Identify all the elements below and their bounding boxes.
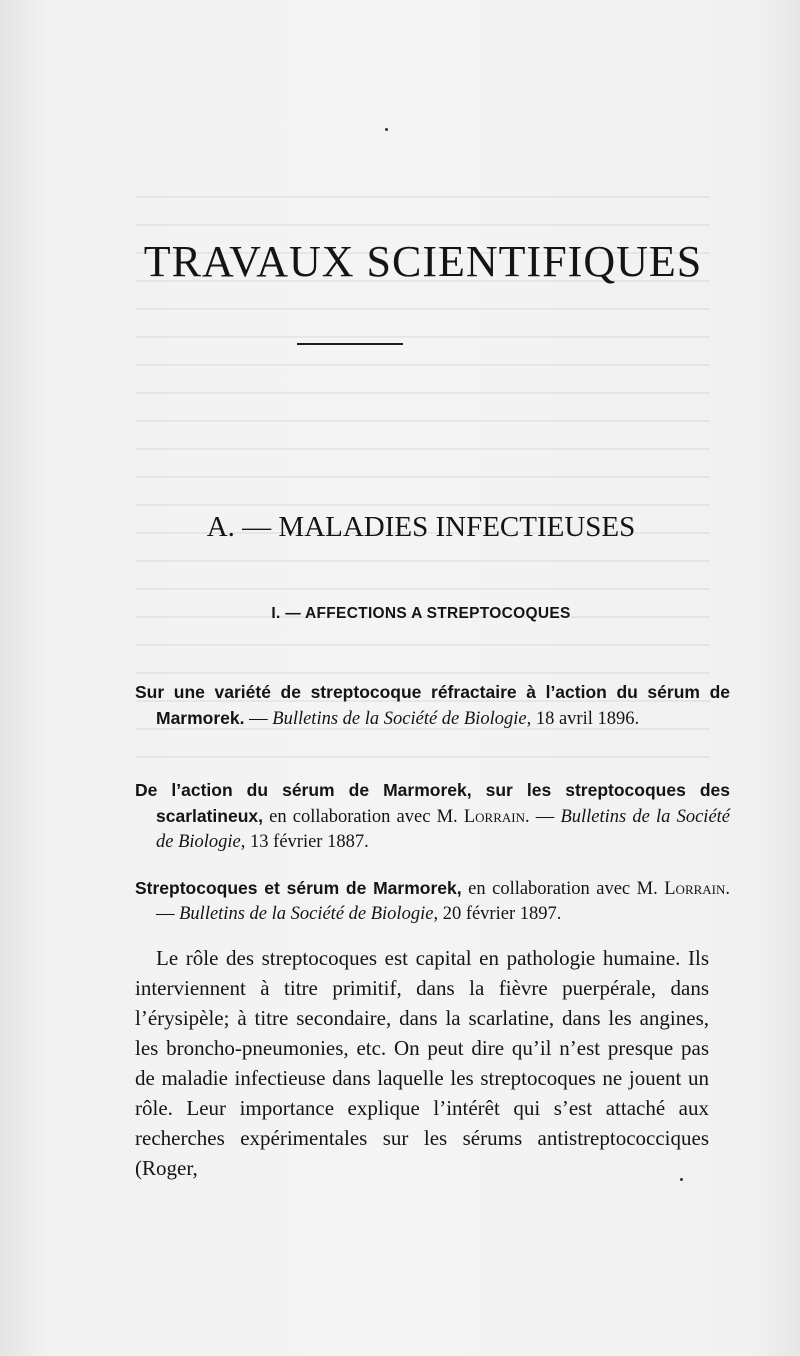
reference-date: , 13 février 1887. bbox=[240, 832, 369, 852]
reference-collaboration: en collaboration avec M. bbox=[263, 807, 464, 827]
reference-title: De l’action du sérum de Marmorek, sur les streptocoques des scarlatineux, bbox=[135, 780, 730, 826]
speck bbox=[385, 128, 388, 131]
reference-separator: . — bbox=[156, 879, 731, 924]
reference-collaboration: en collaboration avec M. bbox=[461, 879, 665, 899]
reference-collaborator: Lorrain bbox=[664, 879, 726, 899]
reference-separator: — bbox=[244, 709, 273, 729]
title-divider bbox=[297, 343, 403, 345]
reference-date: , 18 avril 1896. bbox=[526, 709, 640, 729]
body-paragraph: Le rôle des streptocoques est capital en pathologie humaine. Ils interviennent à titre primitif, dans la fièvre puerpérale, dans l’érysipèle; à titre secondaire, dans la scarlatine, dans les angines, les broncho-pneumonies, etc. On peut dire qu’il n’est presque pas de maladie infectieuse dans laquelle les streptocoques ne jouent un rôle. Leur importance explique l’intérêt qui s’est attaché aux recherches expérimentales sur les sérums antistreptococciques (Roger, bbox=[135, 946, 709, 1180]
reference-journal: Bulletins de la Société de Biologie bbox=[156, 807, 731, 852]
reference-title: Sur une variété de streptocoque réfractaire à l’action du sérum de Marmorek. bbox=[135, 682, 730, 728]
reference-journal: Bulletins de la Société de Biologie bbox=[179, 904, 434, 924]
page-title: TRAVAUX SCIENTIFIQUES bbox=[143, 237, 703, 286]
subsection-heading: I. — AFFECTIONS A STREPTOCOQUES bbox=[271, 605, 571, 622]
reference-journal: Bulletins de la Société de Biologie bbox=[272, 709, 527, 729]
reference-date: , 20 février 1897. bbox=[433, 904, 562, 924]
section-heading: A. — MALADIES INFECTIEUSES bbox=[206, 511, 636, 543]
reference-title: Streptocoques et sérum de Marmorek, bbox=[135, 878, 462, 898]
reference-entry bbox=[135, 876, 730, 927]
reference-separator: . — bbox=[525, 807, 561, 827]
reference-collaborator: Lorrain bbox=[463, 807, 525, 827]
reference-entry bbox=[135, 680, 730, 732]
reference-entry bbox=[135, 778, 730, 855]
